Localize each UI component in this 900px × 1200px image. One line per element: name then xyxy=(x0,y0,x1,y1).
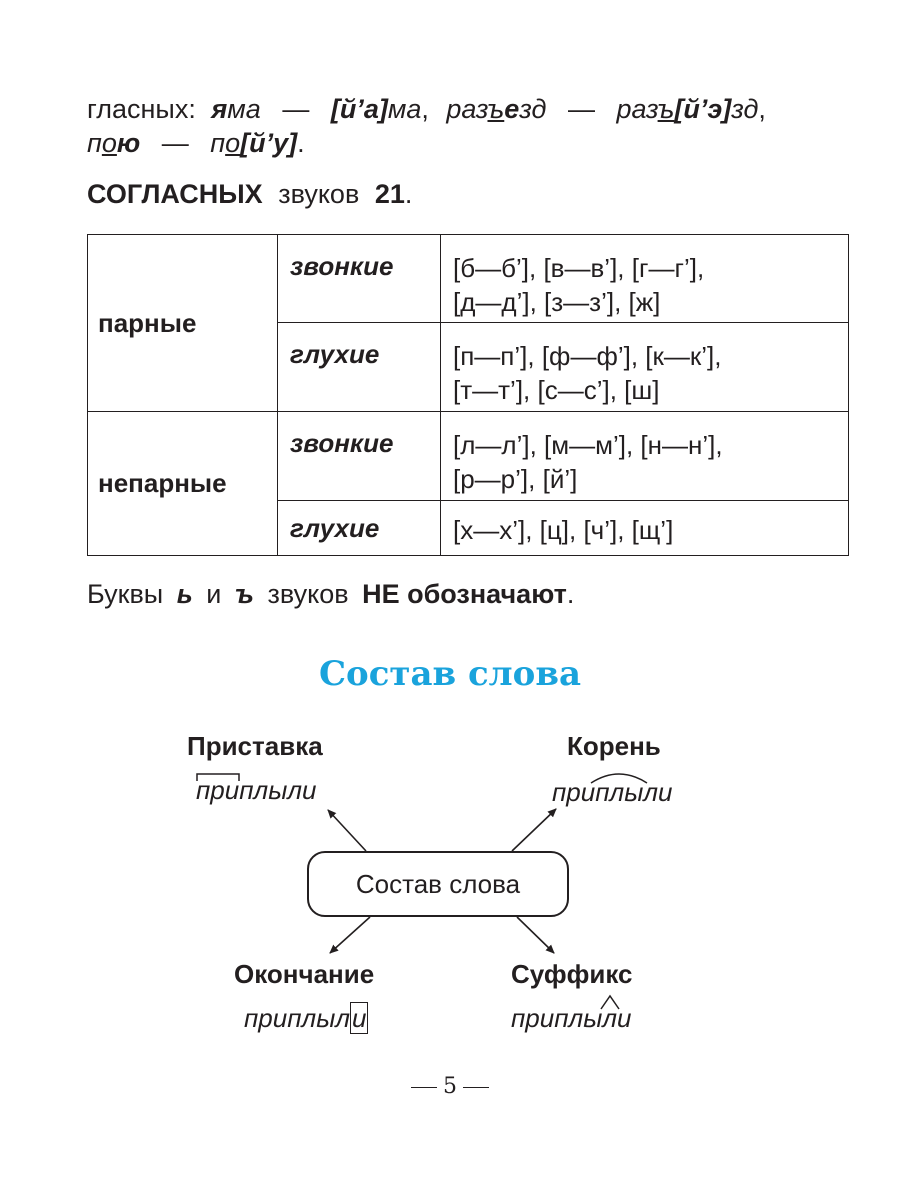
unpaired-voiceless-sounds: [х—х’], [ц], [ч’], [щ’] xyxy=(441,501,849,556)
transcription-razyezd: разъ[й’э]зд xyxy=(616,94,759,124)
unpaired-voiced-sounds: [л—л’], [м—м’], [н—н’], [р—р’], [й’] xyxy=(441,412,849,501)
page-number-dash-left xyxy=(411,1087,437,1088)
paired-label: парные xyxy=(88,235,278,412)
suffix-caret-icon xyxy=(599,994,621,1010)
unpaired-voiced-label: звонкие xyxy=(278,412,441,501)
arrow-to-suffix xyxy=(517,917,554,953)
vowels-examples-line-2: пою — по[й’у]. xyxy=(87,128,305,158)
example-poyu: пою xyxy=(87,128,141,158)
prefix-mark-icon xyxy=(196,772,240,782)
example-razyezd: разъезд xyxy=(446,94,547,124)
section-title: Состав слова xyxy=(318,654,581,694)
ending-box: и xyxy=(352,1003,367,1033)
diagram-center-box: Состав слова xyxy=(307,851,569,917)
arrow-to-ending xyxy=(330,917,370,953)
transcription-yama: [й’а]ма xyxy=(330,94,422,124)
root-arc-icon xyxy=(589,769,649,785)
suffix-marked: л xyxy=(602,1003,617,1034)
vowels-examples-line-1: гласных: яма — [й’а]ма, разъезд — разъ[й’э]зд, xyxy=(87,94,766,124)
dash: — xyxy=(282,94,310,124)
arrow-to-root xyxy=(512,809,556,851)
prefix-label: Приставка xyxy=(187,731,323,761)
vowels-lead: гласных: xyxy=(87,94,196,124)
prefix-example: при плыли xyxy=(196,775,316,806)
dash: — xyxy=(567,94,595,124)
example-yama: яма xyxy=(211,94,261,124)
transcription-poyu: по[й’у] xyxy=(210,128,298,158)
root-label: Корень xyxy=(567,731,661,761)
suffix-example: приплыл и xyxy=(511,1003,631,1034)
paired-voiceless-label: глухие xyxy=(278,323,441,412)
ending-example: приплыли xyxy=(244,1003,367,1033)
root-marked: плы xyxy=(595,777,643,808)
suffix-label: Суффикс xyxy=(511,959,633,989)
page-number: 5 xyxy=(0,1074,900,1099)
paired-voiced-sounds: [б—б’], [в—в’], [г—г’], [д—д’], [з—з’], [ж] xyxy=(441,235,849,323)
paired-voiced-label: звонкие xyxy=(278,235,441,323)
paired-voiceless-sounds: [п—п’], [ф—ф’], [к—к’], [т—т’], [с—с’], [ш] xyxy=(441,323,849,412)
dash: — xyxy=(161,128,189,158)
prefix-marked: при xyxy=(196,775,239,806)
page-number-dash-right xyxy=(463,1087,489,1088)
letters-note: Буквы ь и ъ звуков НЕ обозначают. xyxy=(87,579,575,609)
root-example: приплы ли xyxy=(552,777,672,808)
ending-label: Окончание xyxy=(234,959,375,989)
consonants-heading: СОГЛАСНЫХ звуков 21. xyxy=(87,179,413,209)
unpaired-label: непарные xyxy=(88,412,278,556)
unpaired-voiceless-label: глухие xyxy=(278,501,441,556)
arrow-to-prefix xyxy=(328,810,366,851)
